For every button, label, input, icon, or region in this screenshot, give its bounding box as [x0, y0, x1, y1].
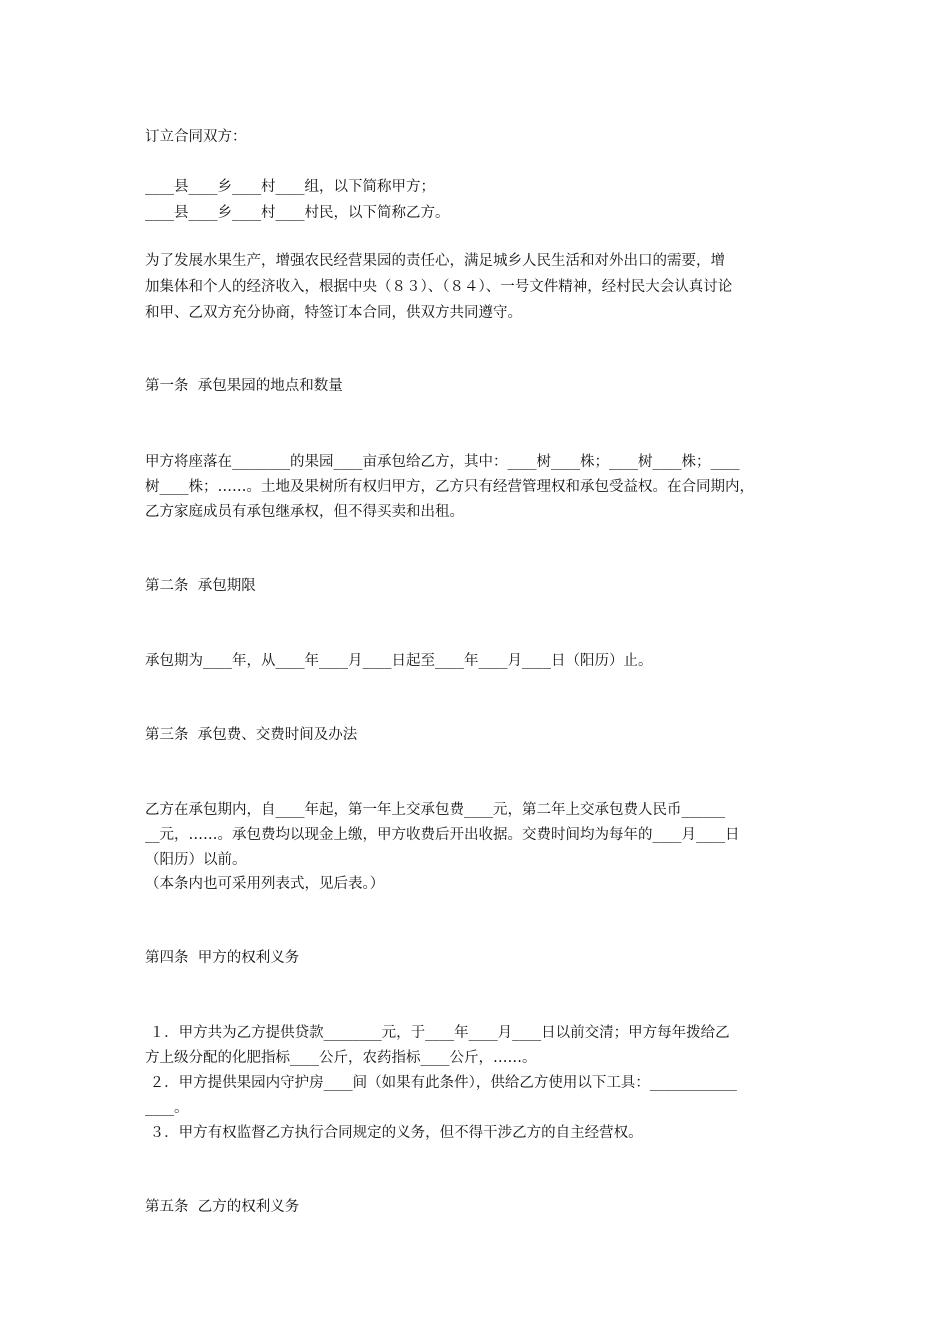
article-4-line: ３．甲方有权监督乙方执行合同规定的义务，但不得干涉乙方的自主经营权。 — [145, 1125, 643, 1141]
party-b-line: ____县____乡____村____村民，以下简称乙方。 — [145, 205, 450, 221]
article-4-line: ____。 — [145, 1100, 189, 1116]
preamble-line: 为了发展水果生产，增强农民经营果园的责任心，满足城乡人民生活和对外出口的需要，增 — [145, 253, 725, 269]
preamble-line: 加集体和个人的经济收入，根据中央（８３）、（８４）、一号文件精神，经村民大会认真讨论 — [145, 279, 733, 295]
article-3-line: 乙方在承包期内，自____年起，第一年上交承包费____元，第二年上交承包费人民币______ — [145, 802, 725, 818]
article-3-note: （本条内也可采用列表式，见后表。） — [145, 876, 385, 892]
article-4-line: ２．甲方提供果园内守护房____间（如果有此条件），供给乙方使用以下工具：____________ — [145, 1075, 737, 1091]
preamble-line: 和甲、乙双方充分协商，特签订本合同，供双方共同遵守。 — [145, 305, 522, 321]
article-4-title: 第四条 甲方的权利义务 — [145, 950, 300, 966]
intro-line: 订立合同双方： — [145, 129, 247, 145]
article-2-title: 第二条 承包期限 — [145, 578, 256, 594]
article-3-line: __元，……。承包费均以现金上缴，甲方收费后开出收据。交费时间均为每年的____月____日 — [145, 827, 740, 843]
article-5-title: 第五条 乙方的权利义务 — [145, 1199, 300, 1215]
article-1-line: 甲方将座落在________的果园____亩承包给乙方，其中：____树____株；____树____株；____ — [145, 454, 740, 470]
article-1-title: 第一条 承包果园的地点和数量 — [145, 378, 343, 394]
party-a-line: ____县____乡____村____组，以下简称甲方； — [145, 179, 435, 195]
article-3-line: （阳历）以前。 — [145, 852, 247, 868]
article-4-line: 方上级分配的化肥指标____公斤，农药指标____公斤，……。 — [145, 1050, 537, 1066]
article-4-line: １．甲方共为乙方提供贷款________元，于____年____月____日以前交清；甲方每年拨给乙 — [145, 1025, 730, 1041]
article-1-line: 乙方家庭成员有承包继承权，但不得买卖和出租。 — [145, 504, 464, 520]
article-1-line: 树____株；……。土地及果树所有权归甲方，乙方只有经营管理权和承包受益权。在合同期内， — [145, 479, 754, 495]
article-3-title: 第三条 承包费、交费时间及办法 — [145, 727, 358, 743]
article-2-line: 承包期为____年，从____年____月____日起至____年____月____日（阳历）止。 — [145, 653, 653, 669]
